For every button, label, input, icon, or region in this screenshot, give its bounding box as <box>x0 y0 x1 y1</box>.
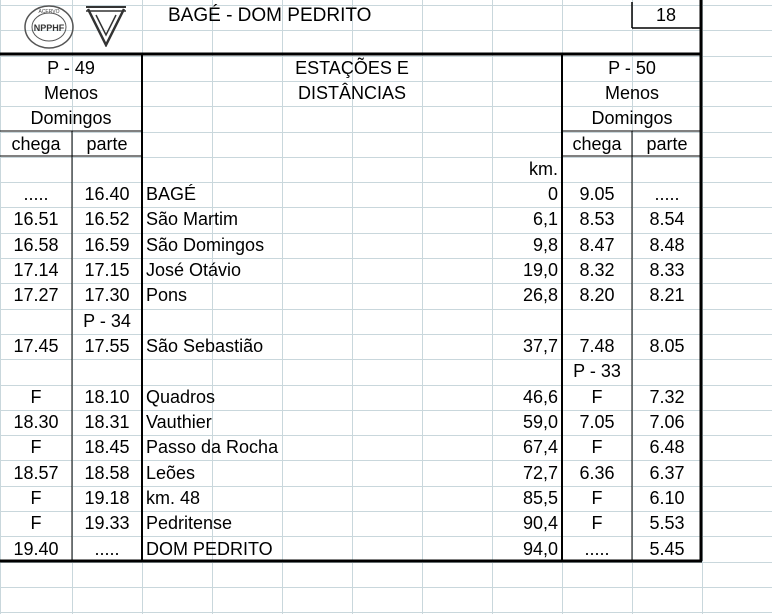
left-arrive-header: chega <box>11 134 61 154</box>
stations-header: ESTAÇÕES E <box>295 58 409 78</box>
left-arrive-time: 16.58 <box>13 235 59 255</box>
right-arrive-time: 7.48 <box>579 336 615 356</box>
railway-v-logo <box>84 3 128 47</box>
station-name: José Otávio <box>146 260 242 280</box>
right-arrive-time: ..... <box>584 539 610 559</box>
left-arrive-time: 17.14 <box>13 260 59 280</box>
right-arrive-header: chega <box>572 134 622 154</box>
right-arrive-time: 8.53 <box>579 209 615 229</box>
station-name: Pons <box>146 285 188 305</box>
left-arrive-time <box>0 359 72 384</box>
left-arrive-time: 17.27 <box>13 285 59 305</box>
right-depart-time: ..... <box>654 184 680 204</box>
station-name: São Sebastião <box>146 336 264 356</box>
left-depart-time: 17.30 <box>84 285 130 305</box>
station-distance <box>460 359 558 384</box>
right-arrive-time: F <box>591 513 603 533</box>
right-depart-time <box>632 359 702 384</box>
station-name: Passo da Rocha <box>146 437 279 457</box>
left-depart-time <box>72 359 142 384</box>
right-train-name: P - 50 <box>608 58 656 78</box>
right-depart-time: 8.33 <box>649 260 685 280</box>
left-train-note: Menos <box>43 83 99 103</box>
left-depart-time: 18.31 <box>84 412 130 432</box>
km-header: km. <box>529 159 558 179</box>
station-name: Pedritense <box>146 513 233 533</box>
station-name: Vauthier <box>146 412 212 432</box>
left-depart-time: 18.45 <box>84 437 130 457</box>
stations-header: DISTÂNCIAS <box>297 83 407 103</box>
station-name <box>146 309 446 334</box>
right-depart-time: 8.54 <box>649 209 685 229</box>
right-depart-time: 6.37 <box>649 463 685 483</box>
station-distance: 67,4 <box>522 437 558 457</box>
station-name: DOM PEDRITO <box>146 539 273 559</box>
station-name: km. 48 <box>146 488 201 508</box>
npphf-seal-logo <box>24 5 74 49</box>
station-distance: 46,6 <box>522 387 558 407</box>
station-distance: 6,1 <box>532 209 558 229</box>
left-depart-time: 16.40 <box>84 184 130 204</box>
left-arrive-time: 18.57 <box>13 463 59 483</box>
right-depart-time: 6.10 <box>649 488 685 508</box>
right-arrive-time: 8.20 <box>579 285 615 305</box>
right-depart-time: 5.45 <box>649 539 685 559</box>
page-number: 18 <box>655 5 677 25</box>
right-depart-time: 5.53 <box>649 513 685 533</box>
left-depart-time: P - 34 <box>83 311 131 331</box>
left-train-note: Domingos <box>30 108 112 128</box>
right-arrive-time: F <box>591 387 603 407</box>
seal-logo-text: NPPHF <box>33 23 65 33</box>
station-name: São Domingos <box>146 235 265 255</box>
right-arrive-time: F <box>591 437 603 457</box>
right-depart-time: 6.48 <box>649 437 685 457</box>
right-arrive-time: F <box>591 488 603 508</box>
right-depart-time <box>632 309 702 334</box>
right-depart-time: 8.21 <box>649 285 685 305</box>
left-arrive-time: 16.51 <box>13 209 59 229</box>
left-arrive-time: 18.30 <box>13 412 59 432</box>
left-depart-time: 18.10 <box>84 387 130 407</box>
left-depart-time: 16.52 <box>84 209 130 229</box>
page-title: BAGÉ - DOM PEDRITO <box>168 5 372 26</box>
right-depart-time: 7.06 <box>649 412 685 432</box>
right-arrive-time: 9.05 <box>579 184 615 204</box>
right-arrive-time: 7.05 <box>579 412 615 432</box>
station-distance: 19,0 <box>522 260 558 280</box>
station-distance: 85,5 <box>522 488 558 508</box>
station-distance: 9,8 <box>532 235 558 255</box>
station-distance: 37,7 <box>522 336 558 356</box>
station-distance: 0 <box>547 184 558 204</box>
left-train-name: P - 49 <box>47 58 95 78</box>
station-name <box>146 359 446 384</box>
right-depart-header: parte <box>646 134 688 154</box>
left-arrive-time: F <box>30 437 42 457</box>
left-arrive-time: 19.40 <box>13 539 59 559</box>
left-depart-time: ..... <box>94 539 120 559</box>
station-distance: 94,0 <box>522 539 558 559</box>
station-distance: 26,8 <box>522 285 558 305</box>
seal-ring-text: ACERVO <box>38 9 60 15</box>
station-distance: 59,0 <box>522 412 558 432</box>
right-arrive-time <box>562 309 632 334</box>
right-arrive-time: 8.47 <box>579 235 615 255</box>
right-depart-time: 8.05 <box>649 336 685 356</box>
left-depart-header: parte <box>86 134 128 154</box>
left-depart-time: 19.33 <box>84 513 130 533</box>
left-arrive-time <box>0 309 72 334</box>
station-distance: 72,7 <box>522 463 558 483</box>
station-distance <box>460 309 558 334</box>
right-depart-time: 7.32 <box>649 387 685 407</box>
left-arrive-time: F <box>30 513 42 533</box>
station-name: Leões <box>146 463 196 483</box>
right-arrive-time: 8.32 <box>579 260 615 280</box>
right-depart-time: 8.48 <box>649 235 685 255</box>
left-arrive-time: 17.45 <box>13 336 59 356</box>
left-arrive-time: F <box>30 387 42 407</box>
right-arrive-time: P - 33 <box>573 361 621 381</box>
right-arrive-time: 6.36 <box>579 463 615 483</box>
station-name: Quadros <box>146 387 216 407</box>
left-arrive-time: ..... <box>23 184 49 204</box>
right-train-note: Domingos <box>591 108 673 128</box>
left-depart-time: 17.15 <box>84 260 130 280</box>
station-name: São Martim <box>146 209 239 229</box>
right-train-note: Menos <box>604 83 660 103</box>
left-depart-time: 19.18 <box>84 488 130 508</box>
left-depart-time: 16.59 <box>84 235 130 255</box>
station-name: BAGÉ <box>146 184 197 204</box>
left-depart-time: 18.58 <box>84 463 130 483</box>
left-arrive-time: F <box>30 488 42 508</box>
station-distance: 90,4 <box>522 513 558 533</box>
left-depart-time: 17.55 <box>84 336 130 356</box>
